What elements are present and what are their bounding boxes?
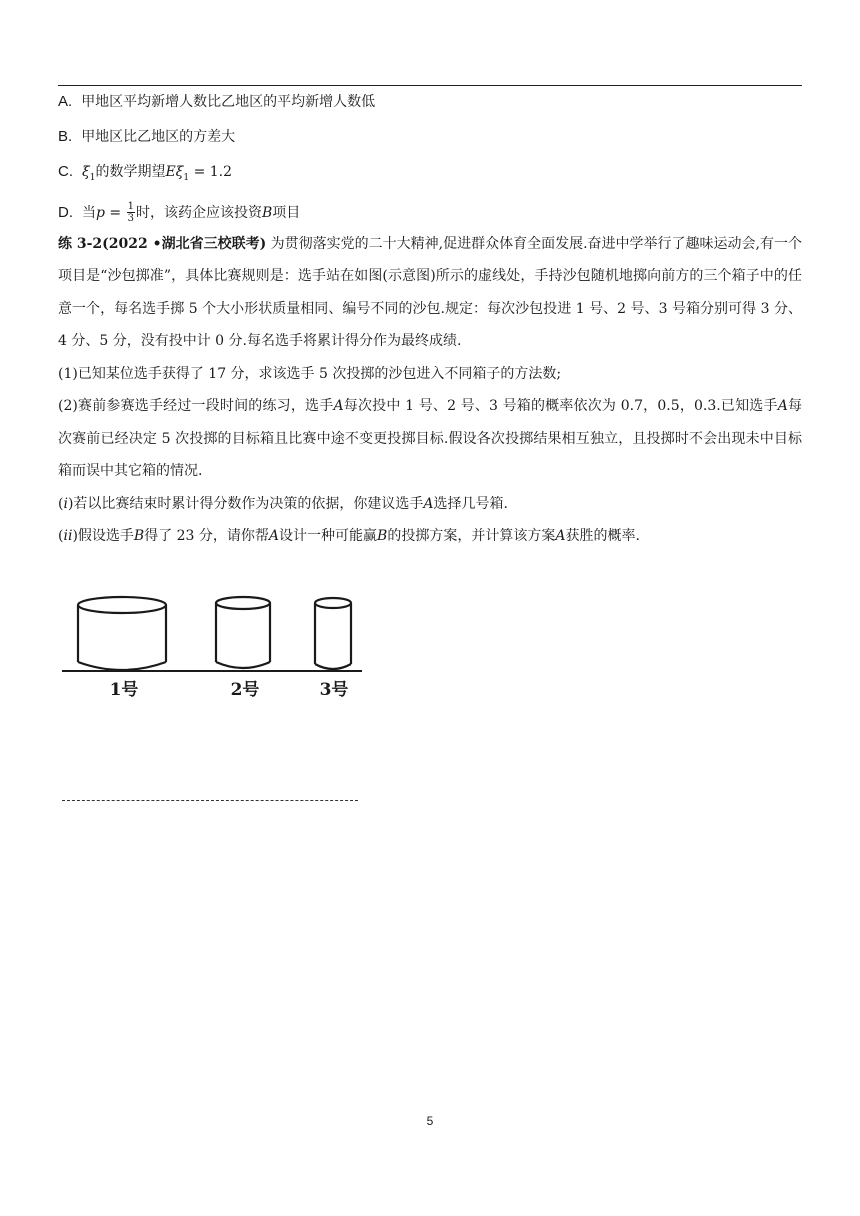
math-var: B	[261, 204, 273, 221]
math-var: i	[63, 495, 68, 512]
math-var: B	[377, 528, 388, 545]
page-content	[58, 92, 802, 553]
option-label: A.	[58, 93, 73, 110]
option-text: 甲地区比乙地区的方差大	[81, 129, 236, 145]
question-2-i	[58, 488, 802, 521]
math-text: = 1.2	[189, 164, 233, 180]
question-2-ii	[58, 520, 802, 553]
problem-text: 为贯彻落实党的二十大精神,促进群众体育全面发展.奋进中学举行了趣味运动会,有一个项目是“沙包掷准”，具体比赛规则是：选手站在如图(示意图)所示的虚线处，手持沙包随机地掷向前方的三个箱子中的任意一个，每名选手掷 5 个大小形状质量相同、编号不同的沙包.规定：每次沙包投进 1 号、2 号、3 号箱分别可得 3 分、4 分、5 分，没有投中计 0 分.每名选手将累计得分作为最终成绩.	[58, 235, 803, 350]
problem-intro	[58, 228, 802, 358]
question-text: )假设选手	[72, 528, 134, 545]
math-var: Eξ	[165, 164, 184, 180]
math-var: A	[333, 398, 344, 415]
option-text: 时，该药企应该投资	[135, 204, 262, 221]
fraction	[127, 201, 135, 224]
question-text: (2)赛前参赛选手经过一段时间的练习，选手	[58, 398, 334, 415]
option-label: D.	[58, 203, 73, 221]
question-text: 选择几号箱.	[433, 495, 508, 512]
fraction-numerator: 1	[127, 201, 134, 213]
option-text: 甲地区平均新增人数比乙地区的平均新增人数低	[81, 94, 376, 110]
question-text: (	[58, 495, 64, 512]
question-text: 的投掷方案，并计算该方案	[387, 528, 556, 545]
box-2-cylinder	[216, 597, 270, 668]
fraction-denominator: 3	[127, 213, 134, 225]
throw-line-dashed	[62, 800, 358, 801]
boxes-figure	[62, 592, 362, 704]
math-var: ii	[63, 528, 73, 545]
page-number: 5	[426, 1114, 434, 1128]
math-var: A	[777, 398, 788, 415]
question-text: 获胜的概率.	[565, 528, 640, 545]
math-var: A	[555, 528, 566, 545]
math-var: A	[268, 528, 280, 545]
question-text: 设计一种可能赢	[279, 528, 378, 545]
question-1: (1)已知某位选手获得了 17 分，求该选手 5 次投掷的沙包进入不同箱子的方法数;	[58, 365, 562, 382]
problem-source: 练 3-2(2022 •湖北省三校联考)	[58, 235, 267, 252]
box-1-cylinder	[78, 597, 166, 670]
option-d	[58, 201, 802, 225]
box-1-label: 1号	[109, 680, 139, 700]
math-var: p	[96, 204, 105, 221]
question-text: (	[58, 528, 64, 545]
option-label: B.	[58, 128, 73, 145]
box-2-label: 2号	[230, 680, 260, 700]
question-text: )若以比赛结束时累计得分数作为决策的依据，你建议选手	[67, 495, 424, 512]
math-var: ξ	[82, 164, 90, 180]
question-text: 得了 23 分，请你帮	[144, 528, 269, 545]
box-3-cylinder	[315, 598, 351, 669]
option-b	[58, 127, 802, 147]
option-text: 的数学期望	[95, 164, 166, 180]
math-var: B	[133, 528, 145, 545]
option-text: 当	[82, 204, 96, 221]
option-text: 项目	[272, 204, 301, 221]
problem-block	[58, 228, 802, 553]
option-c	[58, 162, 802, 188]
option-a	[58, 92, 802, 112]
math-text: =	[104, 204, 126, 221]
box-3-label: 3号	[319, 680, 349, 700]
subscript: 1	[89, 172, 96, 183]
subscript: 1	[183, 172, 190, 183]
option-label: C.	[58, 163, 73, 180]
question-text: 每次赛前已经决定 5 次投掷的目标箱且比赛中途不变更投掷目标.假设各次投掷结果相互独立，且投掷时不会出现未中目标箱而误中其它箱的情况.	[58, 398, 803, 480]
top-rule	[58, 85, 802, 86]
math-var: A	[423, 495, 434, 512]
question-text: 每次投中 1 号、2 号、3 号箱的概率依次为 0.7，0.5，0.3.已知选手	[343, 398, 778, 415]
question-2	[58, 390, 802, 488]
